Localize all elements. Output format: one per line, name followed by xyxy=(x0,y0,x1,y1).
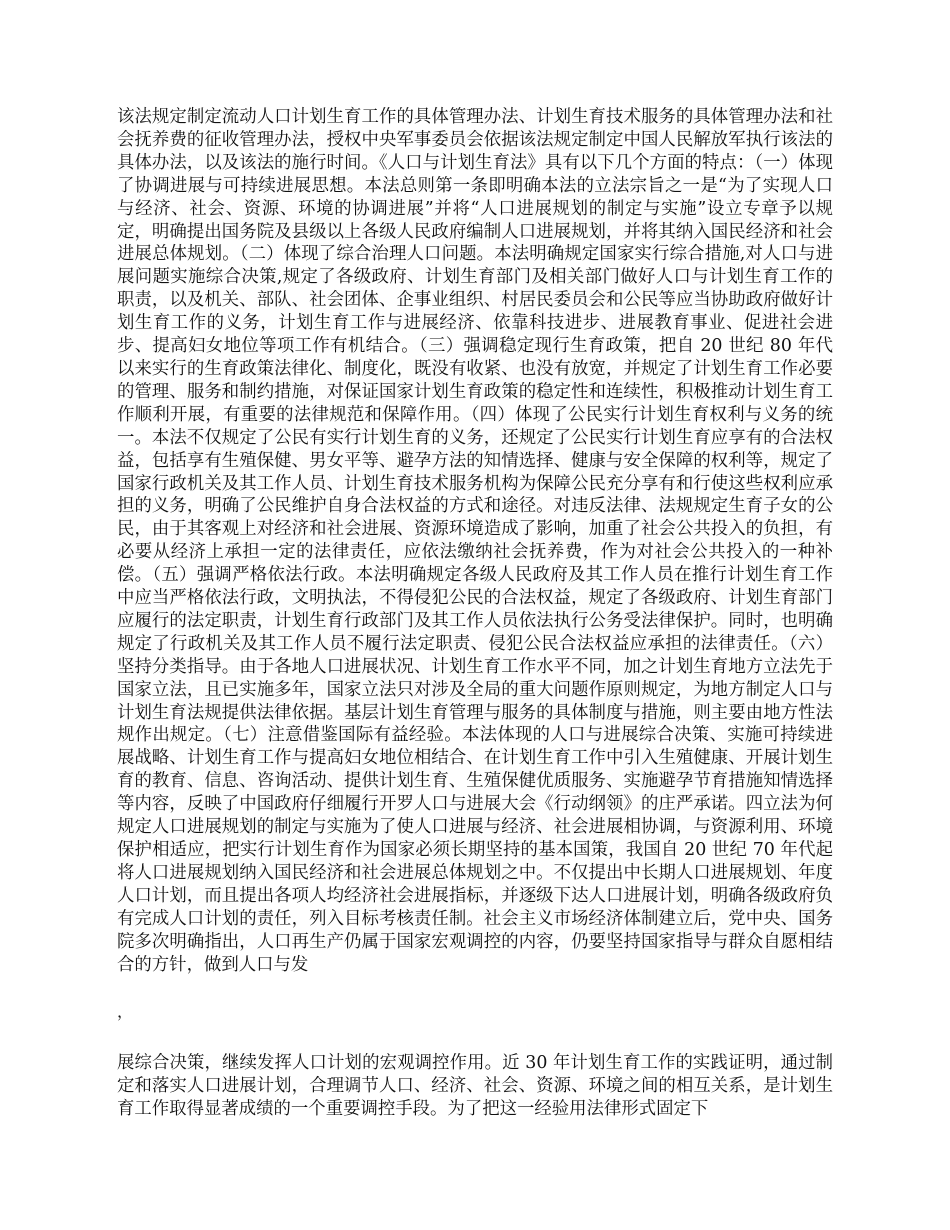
body-paragraph-continued: 展综合决策，继续发挥人口计划的宏观调控作用。近 30 年计划生育工作的实践证明，通过制定和落实人口进展计划，合理调节人口、经济、社会、资源、环境之间的相互关系，是计划生育工作取得显著成绩的一个重要调控手段。为了把这一经验用法律形式固定下 xyxy=(117,1053,833,1120)
body-paragraph-main: 该法规定制定流动人口计划生育工作的具体管理办法、计划生育技术服务的具体管理办法和社会抚养费的征收管理办法，授权中央军事委员会依据该法规定制定中国人民解放军执行该法的具体办法，以及该法的施行时间。《人口与计划生育法》具有以下几个方面的特点：（一）体现了协调进展与可持续进展思想。本法总则第一条即明确本法的立法宗旨之一是“为了实现人口与经济、社会、资源、环境的协调进展”并将“人口进展规划的制定与实施”设立专章予以规定，明确提出国务院及县级以上各级人民政府编制人口进展规划，并将其纳入国民经济和社会进展总体规划。（二）体现了综合治理人口问题。本法明确规定国家实行综合措施,对人口与进展问题实施综合决策,规定了各级政府、计划生育部门及相关部门做好人口与计划生育工作的职责，以及机关、部队、社会团体、企事业组织、村居民委员会和公民等应当协助政府做好计划生育工作的义务，计划生育工作与进展经济、依靠科技进步、进展教育事业、促进社会进步、提高妇女地位等项工作有机结合。（三）强调稳定现行生育政策，把自 20 世纪 80 年代以来实行的生育政策法律化、制度化，既没有收紧、也没有放宽，并规定了计划生育工作必要的管理、服务和制约措施，对保证国家计划生育政策的稳定性和连续性，积极推动计划生育工作顺利开展，有重要的法律规范和保障作用。（四）体现了公民实行计划生育权利与义务的统一。本法不仅规定了公民有实行计划生育的义务，还规定了公民实行计划生育应享有的合法权益，包括享有生殖保健、男女平等、避孕方法的知情选择、健康与安全保障的权利等，规定了国家行政机关及其工作人员、计划生育技术服务机构为保障公民充分享有和行使这些权利应承担的义务，明确了公民维护自身合法权益的方式和途径。对违反法律、法规规定生育子女的公民，由于其客观上对经济和社会进展、资源环境造成了影响，加重了社会公共投入的负担，有必要从经济上承担一定的法律责任，应依法缴纳社会抚养费，作为对社会公共投入的一种补偿。（五）强调严格依法行政。本法明确规定各级人民政府及其工作人员在推行计划生育工作中应当严格依法行政，文明执法，不得侵犯公民的合法权益，规定了各级政府、计划生育部门应履行的法定职责，计划生育行政部门及其工作人员依法执行公务受法律保护。同时，也明确规定了行政机关及其工作人员不履行法定职责、侵犯公民合法权益应承担的法律责任。（六）坚持分类指导。由于各地人口进展状况、计划生育工作水平不同，加之计划生育地方立法先于国家立法，且已实施多年，国家立法只对涉及全局的重大问题作原则规定，为地方制定人口与计划生育法规提供法律依据。基层计划生育管理与服务的具体制度与措施，则主要由地方性法规作出规定。（七）注意借鉴国际有益经验。本法体现的人口与进展综合决策、实施可持续进展战略、计划生育工作与提高妇女地位相结合、在计划生育工作中引入生殖健康、开展计划生育的教育、信息、咨询活动、提供计划生育、生殖保健优质服务、实施避孕节育措施知情选择等内容，反映了中国政府仔细履行开罗人口与进展大会《行动纲领》的庄严承诺。四立法为何规定人口进展规划的制定与实施为了使人口进展与经济、社会进展相协调，与资源利用、环境保护相适应，把实行计划生育作为国家必须长期坚持的基本国策，我国自 20 世纪 70 年代起将人口进展规划纳入国民经济和社会进展总体规划之中。不仅提出中长期人口进展规划、年度人口计划，而且提出各项人均经济社会进展指标，并逐级下达人口进展计划，明确各级政府负有完成人口计划的责任，列入目标考核责任制。社会主义市场经济体制建立后，党中央、国务院多次明确指出，人口再生产仍属于国家宏观调控的内容，仍要坚持国家指导与群众自愿相结合的方针，做到人口与发 xyxy=(117,107,833,975)
document-page xyxy=(117,106,833,1121)
page-break-mark: ， xyxy=(117,1002,134,1022)
